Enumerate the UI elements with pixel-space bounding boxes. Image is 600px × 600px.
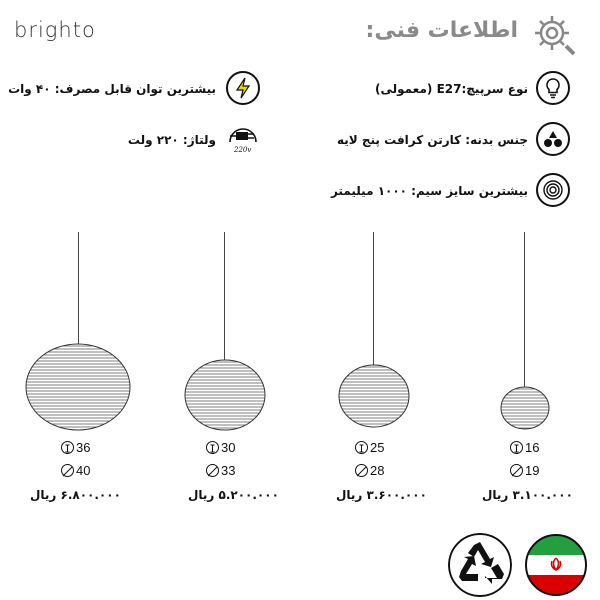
lamp-shade-medium xyxy=(338,364,410,428)
material-icon xyxy=(536,122,570,156)
lamp-shade-small xyxy=(500,386,550,430)
iran-flag-icon xyxy=(524,533,588,597)
brand-logo: brighto xyxy=(14,18,96,42)
height-icon xyxy=(355,441,368,454)
product-price: ۳.۶۰۰.۰۰۰ ریال xyxy=(336,488,427,502)
spec-body-material: جنس بدنه: کارتن کرافت پنج لایه xyxy=(336,133,528,147)
lamp-cord xyxy=(373,232,374,365)
diameter-icon xyxy=(206,464,219,477)
height-icon xyxy=(206,441,219,454)
height-icon xyxy=(61,441,74,454)
lamp-shade-large xyxy=(25,343,131,431)
diameter-dimension xyxy=(61,463,90,478)
diameter-value: 40 xyxy=(76,463,91,478)
lamp-cord xyxy=(78,232,79,344)
diameter-value: 28 xyxy=(370,463,385,478)
height-dimension xyxy=(355,440,384,455)
diameter-icon xyxy=(355,464,368,477)
product-price: ۵.۲۰۰.۰۰۰ ریال xyxy=(188,488,279,502)
lamp-shade-medium-large xyxy=(184,359,266,431)
gear-wrench-icon xyxy=(526,10,578,56)
product-price: ۳.۱۰۰.۰۰۰ ریال xyxy=(482,488,573,502)
height-value: 16 xyxy=(525,440,540,455)
diameter-value: 19 xyxy=(525,463,540,478)
height-dimension xyxy=(510,440,539,455)
diameter-icon xyxy=(510,464,523,477)
spec-max-wire-length: بیشترین سایز سیم: ۱۰۰۰ میلیمتر xyxy=(330,184,528,198)
lamp-cord xyxy=(224,232,225,360)
height-dimension xyxy=(61,440,90,455)
height-icon xyxy=(510,441,523,454)
bulb-icon xyxy=(536,71,570,105)
recycle-icon xyxy=(448,533,512,597)
height-value: 36 xyxy=(76,440,91,455)
diameter-value: 33 xyxy=(221,463,236,478)
spec-voltage: ولتاژ: ۲۲۰ ولت xyxy=(127,133,216,147)
lightning-icon xyxy=(226,71,260,105)
diameter-icon xyxy=(61,464,74,477)
page-title: اطلاعات فنی: xyxy=(365,18,518,43)
lamp-cord xyxy=(524,232,525,387)
spec-socket-type: نوع سرپیچ:E27 (معمولی) xyxy=(374,82,528,96)
product-price: ۶.۸۰۰.۰۰۰ ریال xyxy=(30,488,121,502)
wire-coil-icon xyxy=(536,173,570,207)
height-value: 25 xyxy=(370,440,385,455)
diameter-dimension xyxy=(206,463,235,478)
plug-voltage-label: 220v xyxy=(234,146,252,154)
diameter-dimension xyxy=(355,463,384,478)
height-value: 30 xyxy=(221,440,236,455)
height-dimension xyxy=(206,440,235,455)
diameter-dimension xyxy=(510,463,539,478)
spec-max-power: بیشترین توان قابل مصرف: ۴۰ وات xyxy=(8,82,216,96)
